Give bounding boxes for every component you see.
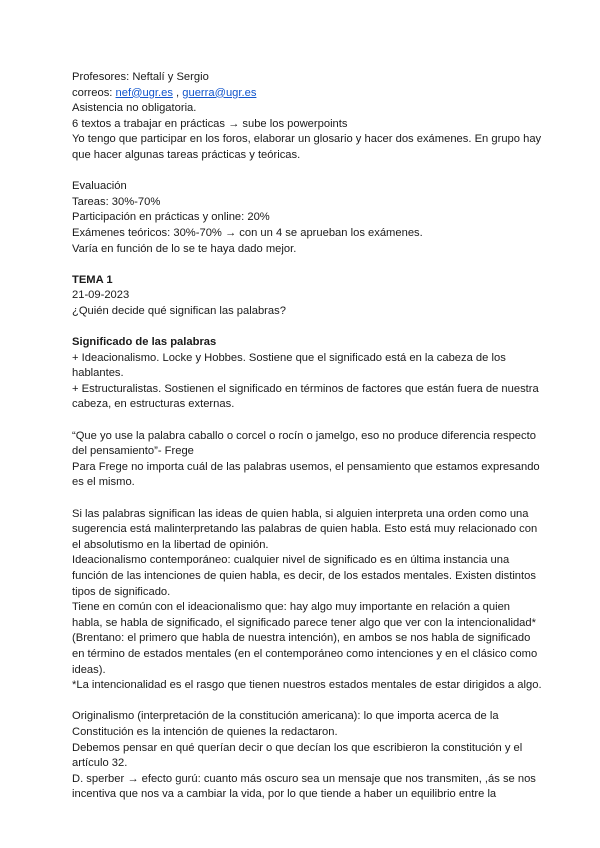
frege-explanation: Para Frege no importa cuál de las palabras usemos, el pensamiento que estamos expresando es el mismo. [72, 460, 540, 489]
examenes-line: Exámenes teóricos: 30%-70% → con un 4 se aprueban los exámenes. [72, 226, 423, 239]
correos-label: correos: [72, 86, 116, 99]
varia-line: Varía en función de lo se te haya dado mejor. [72, 242, 297, 255]
participacion-line: Participación en prácticas y online: 20% [72, 211, 270, 224]
tema-title: TEMA 1 [72, 273, 113, 286]
significado-title: Significado de las palabras [72, 336, 217, 349]
body-paragraph-6: Debemos pensar en qué querían decir o que decían los que escribieron la constitución y el artículo 32. [72, 741, 523, 770]
textos-line: 6 textos a trabajar en prácticas → sube los powerpoints [72, 117, 348, 130]
document-page [72, 70, 542, 803]
ideacionalismo-paragraph: + Ideacionalismo. Locke y Hobbes. Sostiene que el significado está en la cabeza de los hablantes. [72, 351, 506, 380]
email-link-nef[interactable]: nef@ugr.es [115, 86, 173, 99]
tema-question: ¿Quién decide qué significan las palabras? [72, 304, 286, 317]
correos-line [72, 86, 542, 102]
body-paragraph-3: Tiene en común con el ideacionalismo que: hay algo muy importante en relación a quien habla, se habla de significado, el significado parece tener algo que ver con la intencionalidad* (Brentano: el primero que habla de nuestra intención), en ambos se nos habla de significado en término de estados mentales (en el contemporáneo como intenciones y en el clásico como ideas). [72, 601, 538, 676]
body-paragraph-1: Si las palabras significan las ideas de quien habla, si alguien interpreta una orden como una sugerencia está malinterpretando las palabras de quien habla. Esto está muy relacionado con el absolutismo en la libertad de opinión. [72, 507, 538, 551]
asistencia-line: Asistencia no obligatoria. [72, 102, 197, 115]
evaluacion-title: Evaluación [72, 180, 127, 193]
profesores-line: Profesores: Neftalí y Sergio [72, 71, 209, 83]
tema-date: 21-09-2023 [72, 289, 130, 302]
body-paragraph-5: Originalismo (interpretación de la constitución americana): lo que importa acerca de la Constitución es la intención de quienes la redactaron. [72, 710, 499, 738]
tareas-line: Tareas: 30%-70% [72, 195, 161, 208]
body-paragraph-7: D. sperber → efecto gurú: cuanto más oscuro sea un mensaje que nos transmiten, ,ás se nos incentiva que nos va a cambiar la vida, por lo que tiende a haber un equilibrio entre la [72, 772, 536, 801]
email-separator: , [172, 86, 183, 99]
participar-paragraph: Yo tengo que participar en los foros, elaborar un glosario y hacer dos exámenes. En grupo hay que hacer algunas tareas prácticas y teóricas. [72, 133, 542, 161]
body-paragraph-4: *La intencionalidad es el rasgo que tienen nuestros estados mentales de estar dirigidos a algo. [72, 679, 542, 692]
body-paragraph-2: Ideacionalismo contemporáneo: cualquier nivel de significado es en última instancia una función de las intenciones de quien habla, es decir, de los estados mentales. Existen distintos tipos de significado. [72, 554, 536, 598]
email-link-guerra[interactable]: guerra@ugr.es [182, 86, 257, 99]
estructuralistas-paragraph: + Estructuralistas. Sostienen el significado en términos de factores que están fuera de nuestra cabeza, en estructuras externas. [72, 382, 539, 411]
frege-quote: “Que yo use la palabra caballo o corcel o rocín o jamelgo, eso no produce diferencia respecto del pensamiento”- Frege [72, 429, 536, 458]
